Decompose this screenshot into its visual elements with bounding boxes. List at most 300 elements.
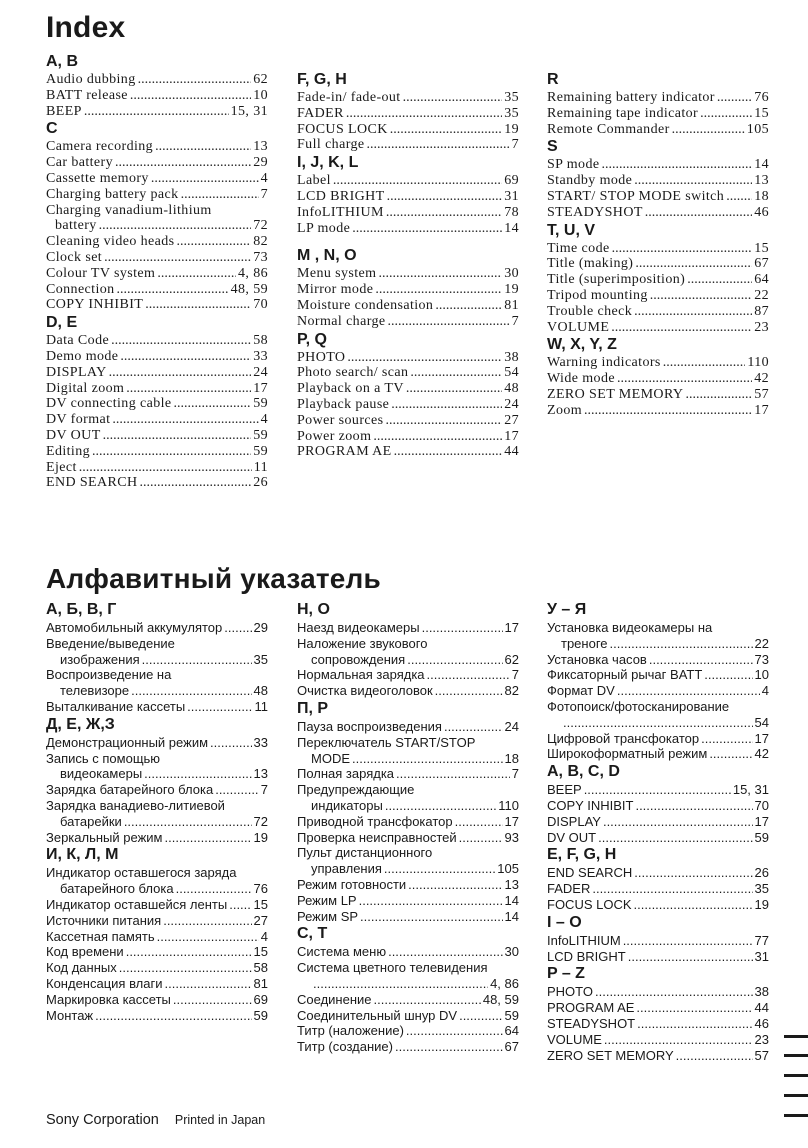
entry-term: DISPLAY xyxy=(46,364,107,380)
entry-page: 7 xyxy=(511,137,519,153)
index-ru-column-3 xyxy=(547,600,769,1063)
entry-page: 26 xyxy=(754,865,769,881)
index-entry xyxy=(46,139,268,155)
entry-page: 4 xyxy=(260,412,268,428)
index-letter-heading: A, B, C, D xyxy=(547,763,620,781)
entry-page: 17 xyxy=(754,402,769,418)
index-entry: Система цветного телевидения xyxy=(297,960,488,976)
dot-leader xyxy=(595,984,753,1000)
entry-page: 7 xyxy=(511,766,519,782)
entry-term: BATT release xyxy=(46,87,128,103)
index-entry xyxy=(547,288,769,304)
entry-term: Full charge xyxy=(297,137,365,153)
index-title-en: Index xyxy=(46,11,126,44)
index-entry xyxy=(297,189,519,205)
entry-term: Clock set xyxy=(46,249,103,265)
index-entry xyxy=(46,250,268,266)
index-entry xyxy=(547,304,769,320)
entry-page: 64 xyxy=(754,272,769,288)
index-entry xyxy=(547,897,769,913)
entry-term: END SEARCH xyxy=(46,475,138,491)
index-entry xyxy=(547,984,769,1000)
index-entry xyxy=(297,173,519,189)
dot-leader xyxy=(663,355,746,371)
index-entry xyxy=(547,157,769,173)
entry-page: 105 xyxy=(746,121,769,137)
entry-page: 64 xyxy=(504,1023,519,1039)
entry-term: Титр (наложение) xyxy=(297,1023,404,1039)
entry-page: 10 xyxy=(253,87,268,103)
index-entry xyxy=(297,814,519,830)
index-entry xyxy=(297,413,519,429)
index-letter-heading: E, F, G, H xyxy=(547,846,617,864)
entry-page: 17 xyxy=(253,380,268,396)
entry-page: 26 xyxy=(253,475,268,491)
entry-term: Playback pause xyxy=(297,396,390,412)
index-entry xyxy=(297,944,519,960)
index-entry xyxy=(46,1008,268,1024)
dot-leader xyxy=(155,139,251,155)
index-entry xyxy=(297,365,519,381)
entry-term: Соединение xyxy=(297,991,372,1007)
index-letter-heading: I, J, K, L xyxy=(297,154,359,172)
entry-term: InfoLITHIUM xyxy=(547,932,621,948)
dot-leader xyxy=(112,412,258,428)
index-entry xyxy=(297,381,519,397)
index-entry: Зарядка ванадиево-литиевой xyxy=(46,797,225,813)
dot-leader xyxy=(373,429,502,445)
entry-term: Editing xyxy=(46,443,91,459)
dot-leader xyxy=(687,272,752,288)
entry-term: Power zoom xyxy=(297,428,372,444)
dot-leader xyxy=(385,798,496,814)
entry-page: 22 xyxy=(754,635,769,651)
index-entry xyxy=(297,397,519,413)
entry-term: BEEP xyxy=(46,103,82,119)
entry-page: 33 xyxy=(253,734,268,750)
entry-page: 77 xyxy=(754,932,769,948)
dot-leader xyxy=(367,137,510,153)
index-entry xyxy=(46,171,268,187)
index-entry xyxy=(547,241,769,257)
dot-leader xyxy=(592,881,752,897)
entry-term: Индикатор оставшейся ленты xyxy=(46,896,228,912)
dot-leader xyxy=(84,104,229,120)
entry-page: 35 xyxy=(504,105,519,121)
entry-term: Код времени xyxy=(46,944,124,960)
dot-leader xyxy=(157,266,236,282)
dot-leader xyxy=(676,1048,753,1064)
index-entry xyxy=(297,350,519,366)
dot-leader xyxy=(142,652,252,668)
index-entry xyxy=(46,444,268,460)
index-entry: Установка видеокамеры на xyxy=(547,620,713,635)
entry-term: PROGRAM AE xyxy=(297,444,392,460)
entry-page: 23 xyxy=(754,1031,769,1047)
dot-leader xyxy=(610,636,753,652)
index-entry xyxy=(46,766,268,782)
entry-page: 46 xyxy=(754,204,769,220)
dot-leader xyxy=(145,297,251,313)
entry-term: LP mode xyxy=(297,220,351,236)
dot-leader xyxy=(604,1032,753,1048)
index-entry xyxy=(547,683,769,699)
entry-term: Time code xyxy=(547,240,610,256)
entry-term: InfoLITHIUM xyxy=(297,204,384,220)
dot-leader xyxy=(637,1016,752,1032)
entry-page: 10 xyxy=(754,667,769,683)
index-entry xyxy=(46,266,268,282)
dot-leader xyxy=(151,171,259,187)
index-entry xyxy=(297,909,519,925)
entry-term: Digital zoom xyxy=(46,380,125,396)
index-entry xyxy=(46,155,268,171)
entry-page: 72 xyxy=(253,813,268,829)
dot-leader xyxy=(717,90,752,106)
index-entry xyxy=(46,104,268,120)
index-entry xyxy=(46,365,268,381)
entry-page: 7 xyxy=(511,667,519,683)
index-entry xyxy=(547,1000,769,1016)
entry-term: Connection xyxy=(46,281,115,297)
index-entry xyxy=(547,403,769,419)
index-entry xyxy=(547,881,769,897)
footer xyxy=(46,1112,265,1128)
entry-page: 44 xyxy=(754,1000,769,1016)
index-letter-heading: W, X, Y, Z xyxy=(547,336,617,354)
entry-term: Colour TV system xyxy=(46,265,156,281)
edge-mark xyxy=(784,1054,808,1057)
dot-leader xyxy=(391,397,502,413)
entry-page: 42 xyxy=(754,746,769,762)
index-entry: Введение/выведение xyxy=(46,635,175,651)
entry-page: 14 xyxy=(504,892,519,908)
dot-leader xyxy=(224,620,251,636)
entry-term: Пауза воспроизведения xyxy=(297,718,442,734)
entry-term: Установка часов xyxy=(547,651,647,667)
entry-term: индикаторы xyxy=(311,797,383,813)
entry-term: Tripod mounting xyxy=(547,287,648,303)
index-letter-heading: Д, Е, Ж,З xyxy=(46,715,115,733)
entry-page: 22 xyxy=(754,287,769,303)
index-entry xyxy=(46,234,268,250)
entry-page: 13 xyxy=(253,766,268,782)
index-entry xyxy=(547,746,769,762)
index-entry xyxy=(547,814,769,830)
edge-mark xyxy=(784,1114,808,1117)
index-entry xyxy=(547,387,769,403)
entry-term: Широкоформатный режим xyxy=(547,746,708,762)
dot-leader xyxy=(164,830,251,846)
index-letter-heading: С, Т xyxy=(297,925,328,943)
dot-leader xyxy=(598,830,752,846)
entry-page: 59 xyxy=(253,443,268,459)
entry-page: 17 xyxy=(754,813,769,829)
index-entry xyxy=(46,333,268,349)
index-entry xyxy=(547,865,769,881)
entry-page: 15, 31 xyxy=(230,103,268,119)
index-entry xyxy=(297,893,519,909)
dot-leader xyxy=(181,187,259,203)
index-entry xyxy=(297,122,519,138)
dot-leader xyxy=(177,234,252,250)
dot-leader xyxy=(410,365,502,381)
entry-page: 72 xyxy=(253,218,268,234)
dot-leader xyxy=(210,735,252,751)
dot-leader xyxy=(709,746,752,762)
index-letter-heading: S xyxy=(547,138,558,156)
entry-page: 59 xyxy=(253,1007,268,1023)
entry-term: Label xyxy=(297,173,331,189)
index-entry xyxy=(297,683,519,699)
entry-page: 58 xyxy=(253,333,268,349)
entry-term: PROGRAM AE xyxy=(547,1000,635,1016)
entry-term: изображения xyxy=(60,651,140,667)
index-entry xyxy=(297,444,519,460)
index-entry xyxy=(46,897,268,913)
dot-leader xyxy=(103,428,252,444)
entry-term: FADER xyxy=(297,105,344,121)
dot-leader xyxy=(387,189,503,205)
entry-term: батарейного блока xyxy=(60,881,174,897)
entry-page: 54 xyxy=(504,365,519,381)
entry-page: 59 xyxy=(754,829,769,845)
entry-term: Цифровой трансфокатор xyxy=(547,730,700,746)
entry-term: Демонстрационный режим xyxy=(46,734,209,750)
entry-page: 17 xyxy=(504,813,519,829)
index-entry: Переключатель START/STOP xyxy=(297,734,476,750)
index-letter-heading: I – O xyxy=(547,913,582,931)
index-entry xyxy=(547,782,769,798)
dot-leader xyxy=(126,944,252,960)
index-entry xyxy=(46,992,268,1008)
entry-term: Наезд видеокамеры xyxy=(297,620,420,635)
entry-page: 17 xyxy=(504,620,519,635)
index-entry xyxy=(46,412,268,428)
entry-term: FOCUS LOCK xyxy=(547,896,632,912)
dot-leader xyxy=(636,1000,752,1016)
index-letter-heading: P – Z xyxy=(547,965,585,983)
entry-page: 18 xyxy=(504,750,519,766)
dot-leader xyxy=(459,1008,502,1024)
entry-term: Title (making) xyxy=(547,256,634,272)
dot-leader xyxy=(111,333,251,349)
entry-term: DV format xyxy=(46,412,111,428)
entry-page: 15 xyxy=(253,944,268,960)
index-entry: Charging vanadium-lithium xyxy=(46,202,212,218)
dot-leader xyxy=(388,944,502,960)
dot-leader xyxy=(435,298,502,314)
index-entry xyxy=(297,719,519,735)
entry-page: 62 xyxy=(253,72,268,87)
entry-page: 31 xyxy=(754,948,769,964)
index-entry xyxy=(46,282,268,298)
dot-leader xyxy=(163,913,251,929)
entry-term: телевизоре xyxy=(60,683,130,699)
entry-page: 24 xyxy=(504,718,519,734)
entry-page: 27 xyxy=(504,412,519,428)
entry-term: Зарядка батарейного блока xyxy=(46,782,214,798)
index-entry xyxy=(547,1032,769,1048)
entry-term: Car battery xyxy=(46,155,113,171)
dot-leader xyxy=(563,715,753,731)
index-entry xyxy=(46,349,268,365)
dot-leader xyxy=(187,699,252,715)
entry-term: LCD BRIGHT xyxy=(547,948,626,964)
dot-leader xyxy=(645,205,752,221)
dot-leader xyxy=(635,256,752,272)
dot-leader xyxy=(403,90,503,106)
dot-leader xyxy=(173,992,252,1008)
dot-leader xyxy=(144,766,251,782)
index-entry xyxy=(46,976,268,992)
index-letter-heading: M , N, O xyxy=(297,247,357,265)
dot-leader xyxy=(406,381,502,397)
dot-leader xyxy=(360,909,502,925)
index-entry xyxy=(46,944,268,960)
entry-page: 33 xyxy=(253,348,268,364)
entry-page: 110 xyxy=(747,355,769,371)
dot-leader xyxy=(407,652,502,668)
entry-term: Audio dubbing xyxy=(46,72,136,87)
index-entry xyxy=(297,1039,519,1055)
index-entry xyxy=(46,428,268,444)
entry-page: 13 xyxy=(253,139,268,155)
dot-leader xyxy=(701,731,752,747)
index-entry xyxy=(547,205,769,221)
dot-leader xyxy=(119,960,252,976)
dot-leader xyxy=(375,282,502,298)
index-entry: Воспроизведение на xyxy=(46,667,172,683)
entry-page: 69 xyxy=(253,991,268,1007)
entry-term: START/ STOP MODE switch xyxy=(547,188,725,204)
entry-page: 70 xyxy=(253,297,268,313)
entry-term: END SEARCH xyxy=(547,865,633,881)
dot-leader xyxy=(347,350,502,366)
dot-leader xyxy=(390,122,502,138)
index-entry xyxy=(547,933,769,949)
index-entry xyxy=(547,1048,769,1064)
dot-leader xyxy=(313,976,488,992)
dot-leader xyxy=(359,893,503,909)
entry-term: Проверка неисправностей xyxy=(297,829,457,845)
footer-company: Sony Corporation xyxy=(46,1112,159,1128)
entry-page: 44 xyxy=(504,444,519,460)
dot-leader xyxy=(700,106,752,122)
entry-term: Соединительный шнур DV xyxy=(297,1007,458,1023)
index-entry xyxy=(297,1008,519,1024)
entry-page: 27 xyxy=(253,912,268,928)
index-entry xyxy=(547,173,769,189)
index-entry xyxy=(547,949,769,965)
entry-term: Remote Commander xyxy=(547,121,670,137)
index-entry: Наложение звукового xyxy=(297,635,428,651)
dot-leader xyxy=(612,241,753,257)
index-entry xyxy=(297,976,519,992)
entry-term: Режим LP xyxy=(297,892,357,908)
entry-term: видеокамеры xyxy=(60,766,143,782)
index-ru-column-1 xyxy=(46,600,268,1023)
entry-term: Cassette memory xyxy=(46,170,149,186)
index-entry xyxy=(547,90,769,106)
dot-leader xyxy=(126,381,251,397)
entry-term: Moisture condensation xyxy=(297,297,434,313)
index-entry xyxy=(297,137,519,153)
index-entry xyxy=(547,636,769,652)
dot-leader xyxy=(650,288,752,304)
entry-term: DV OUT xyxy=(547,829,597,845)
dot-leader xyxy=(92,444,251,460)
index-entry xyxy=(547,731,769,747)
index-en-column-1 xyxy=(46,52,268,491)
dot-leader xyxy=(459,830,503,846)
index-entry xyxy=(547,320,769,336)
entry-page: 14 xyxy=(504,220,519,236)
index-entry xyxy=(297,314,519,330)
dot-leader xyxy=(333,173,502,189)
index-entry xyxy=(297,992,519,1008)
entry-page: 4 xyxy=(260,928,268,944)
entry-page: 48 xyxy=(504,381,519,397)
entry-page: 4, 86 xyxy=(490,975,519,991)
entry-page: 59 xyxy=(253,396,268,412)
entry-term: Код данных xyxy=(46,960,117,976)
entry-term: Маркировка кассеты xyxy=(46,991,171,1007)
index-entry xyxy=(46,830,268,846)
entry-term: управления xyxy=(311,861,382,877)
entry-term: DV OUT xyxy=(46,427,101,443)
dot-leader xyxy=(157,929,259,945)
entry-page: 29 xyxy=(253,155,268,171)
index-entry xyxy=(46,396,268,412)
entry-page: 31 xyxy=(504,188,519,204)
entry-term: Charging battery pack xyxy=(46,186,179,202)
dot-leader xyxy=(726,189,752,205)
entry-page: 19 xyxy=(504,121,519,137)
index-entry xyxy=(547,798,769,814)
index-entry xyxy=(547,715,769,731)
index-entry xyxy=(547,1016,769,1032)
index-entry xyxy=(46,913,268,929)
index-entry xyxy=(46,929,268,945)
entry-page: 35 xyxy=(504,90,519,105)
entry-page: 35 xyxy=(253,651,268,667)
entry-term: Формат DV xyxy=(547,683,615,699)
entry-term: Data Code xyxy=(46,333,110,349)
dot-leader xyxy=(395,1039,503,1055)
index-entry xyxy=(547,830,769,846)
entry-term: Cleaning video heads xyxy=(46,234,175,250)
entry-term: Wide mode xyxy=(547,371,615,387)
index-entry xyxy=(297,877,519,893)
entry-term: Зеркальный режим xyxy=(46,829,163,845)
entry-page: 4 xyxy=(761,683,769,699)
dot-leader xyxy=(394,444,503,460)
entry-term: Remaining tape indicator xyxy=(547,105,699,121)
entry-page: 82 xyxy=(253,234,268,250)
dot-leader xyxy=(346,106,502,122)
index-letter-heading: R xyxy=(547,71,559,88)
index-entry xyxy=(547,189,769,205)
index-entry xyxy=(46,187,268,203)
index-letter-heading: D, E xyxy=(46,314,78,332)
dot-leader xyxy=(396,766,510,782)
index-letter-heading: P, Q xyxy=(297,330,327,348)
index-entry xyxy=(297,620,519,636)
entry-term: Приводной трансфокатор xyxy=(297,813,453,829)
entry-page: 81 xyxy=(253,975,268,991)
index-entry xyxy=(297,429,519,445)
